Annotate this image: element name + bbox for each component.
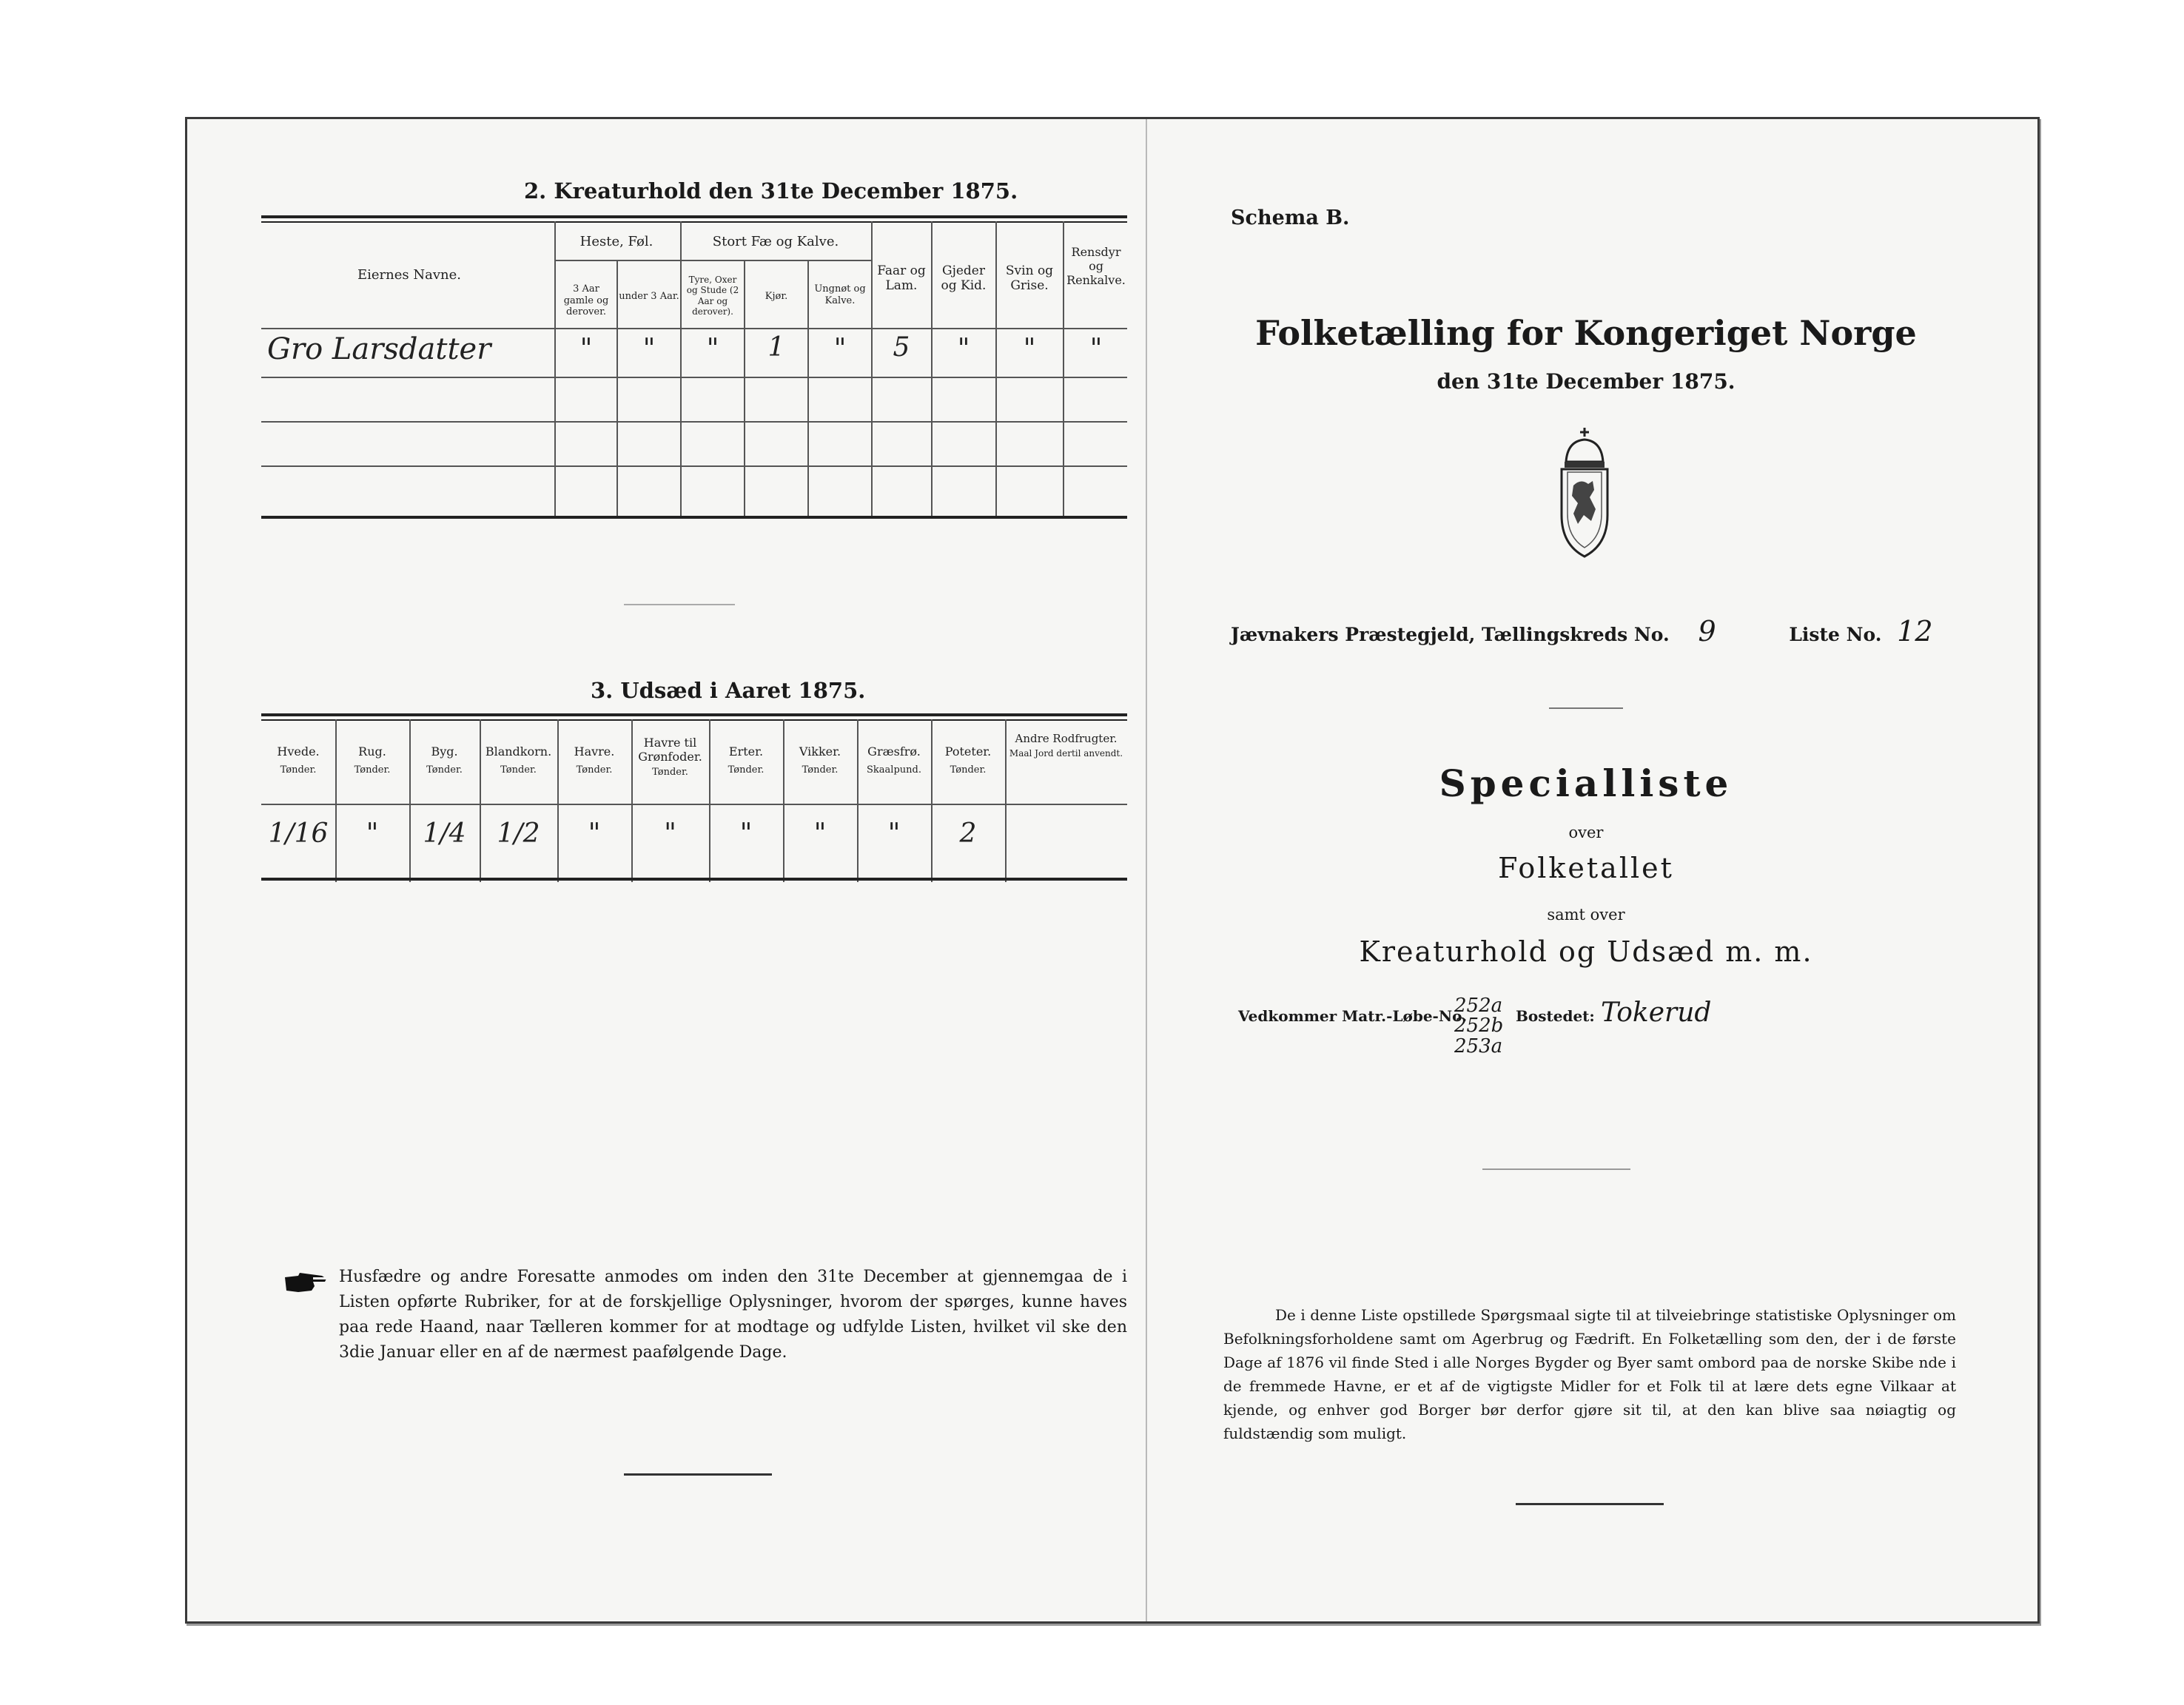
seed-blandkorn-header: Blandkorn. Tønder. <box>485 744 552 776</box>
list-value: 12 <box>1897 615 1933 648</box>
coat-of-arms-icon <box>1551 426 1618 559</box>
table2-header-bottom-rule <box>261 328 1127 329</box>
value-horses-old: " <box>579 334 593 364</box>
value-reindeer: " <box>1089 334 1103 364</box>
table3-divider <box>557 719 559 882</box>
parish-line <box>1231 615 1941 648</box>
bosted-value: Tokerud <box>1601 998 1712 1028</box>
section3-title: 3. Udsæd i Aaret 1875. <box>591 678 866 703</box>
census-date: den 31te December 1875. <box>1437 369 1736 394</box>
seed-graesfro-header: Græsfrø. Skaalpund. <box>867 744 921 776</box>
folketallet-text: Folketallet <box>1498 852 1674 884</box>
table3-divider <box>931 719 933 882</box>
seed-poteter-header: Poteter. Tønder. <box>944 744 992 776</box>
parish-name: Jævnakers Præstegjeld, <box>1231 624 1476 645</box>
header-pigs: Svin og Grise. <box>1005 263 1054 294</box>
value-goats: " <box>957 334 970 364</box>
table3-divider <box>783 719 784 882</box>
header-cattle-cows: Kjør. <box>765 291 788 302</box>
header-cattle-calves: Ungnøt og Kalve. <box>814 283 866 306</box>
table3-divider <box>857 719 859 882</box>
seed-erter-value: " <box>739 818 753 849</box>
table2-divider <box>995 221 997 517</box>
table2-top-rule-thin <box>261 221 1127 223</box>
header-owner: Eiernes Navne. <box>357 267 461 283</box>
table2-bottom-rule <box>261 516 1127 519</box>
value-calves: " <box>833 334 847 364</box>
seed-havre-value: " <box>588 818 601 849</box>
table2-divider <box>931 221 933 517</box>
kreaturhold-text: Kreaturhold og Udsæd m. m. <box>1359 935 1813 968</box>
table2-divider <box>871 221 873 517</box>
seed-byg-value: 1/4 <box>423 818 466 849</box>
seed-rug-header: Rug. Tønder. <box>354 744 391 776</box>
owner-name: Gro Larsdatter <box>267 332 491 366</box>
value-bulls: " <box>706 334 719 364</box>
header-cattle-bulls: Tyre, Oxer og Stude (2 Aar og derover). <box>686 275 739 317</box>
divider-mid-right <box>1482 1168 1630 1170</box>
table2-subdivider <box>807 261 809 517</box>
seed-hvede-value: 1/16 <box>268 818 329 849</box>
table3-divider <box>335 719 337 882</box>
table3-divider <box>709 719 710 882</box>
page-fold <box>1146 119 1147 1621</box>
matr-number: 252b <box>1454 1015 1504 1038</box>
table3-header-bottom-rule <box>261 804 1127 805</box>
divider-bottom-right <box>1516 1503 1664 1505</box>
header-horses-young: under 3 Aar. <box>619 291 679 302</box>
district-label: Tællingskreds No. <box>1482 624 1670 645</box>
table3-divider <box>409 719 411 882</box>
value-cows: 1 <box>767 332 785 363</box>
census-sheet <box>185 117 2040 1624</box>
divider-bottom-left <box>624 1473 772 1476</box>
samt-over-text: samt over <box>1547 906 1625 924</box>
table2-subdivider <box>744 261 745 517</box>
header-reindeer: Rensdyr og Renkalve. <box>1066 245 1126 288</box>
seed-graesfro-value: " <box>887 818 901 849</box>
table2-divider <box>680 221 682 517</box>
seed-havre-gronfoder-header: Havre til Grønfoder. Tønder. <box>638 736 702 778</box>
pointing-hand-icon <box>283 1270 328 1297</box>
matr-numbers <box>1454 996 1503 1057</box>
header-cattle: Stort Fæ og Kalve. <box>712 234 839 249</box>
seed-vikker-value: " <box>813 818 827 849</box>
table2-row-rule <box>261 377 1127 378</box>
header-horses-old: 3 Aar gamle og derover. <box>563 283 609 318</box>
seed-andre-header: Andre Rodfrugter. Maal Jord dertil anvendt. <box>1009 732 1123 759</box>
header-goats: Gjeder og Kid. <box>941 263 987 294</box>
section2-title: 2. Kreaturhold den 31te December 1875. <box>524 178 1018 204</box>
value-pigs: " <box>1023 334 1036 364</box>
table3-divider <box>480 719 481 882</box>
table2-row-rule <box>261 465 1127 467</box>
district-value: 9 <box>1698 615 1716 648</box>
header-sheep: Faar og Lam. <box>877 263 926 294</box>
table3-top-rule-thin <box>261 719 1127 721</box>
table3-top-rule <box>261 713 1127 716</box>
matr-number: 253a <box>1454 1035 1503 1057</box>
seed-havre-gronfoder-value: " <box>664 818 676 849</box>
seed-havre-header: Havre. Tønder. <box>574 744 615 776</box>
value-sheep: 5 <box>893 332 910 363</box>
table2-subdivider <box>616 261 618 517</box>
specialliste-heading: Specialliste <box>1439 761 1733 805</box>
census-title: Folketælling for Kongeriget Norge <box>1255 313 1917 353</box>
schema-label: Schema B. <box>1231 206 1350 229</box>
table2-subheader-rule <box>554 260 871 261</box>
list-label: Liste No. <box>1789 624 1882 645</box>
divider-short-right <box>1549 707 1623 709</box>
table2-row-rule <box>261 421 1127 423</box>
table2-top-rule <box>261 215 1127 218</box>
header-horses: Heste, Føl. <box>579 234 653 249</box>
table2-divider <box>1063 221 1064 517</box>
householder-notice: Husfædre og andre Foresatte anmodes om inden den 31te December at gjennemgaa de i Listen opførte Rubriker, for at de forskjellige Oplysninger, hvorom der spørges, kunne haves paa rede Haand, naar Tælleren kommer for at modtage og udfylde Listen, hvilket vil ske den 3die Januar eller en af de nærmest paafølgende Dage. <box>339 1268 1127 1362</box>
seed-byg-header: Byg. Tønder. <box>426 744 463 776</box>
over-text: over <box>1568 824 1604 841</box>
divider-short <box>624 604 735 605</box>
matr-number: 252a <box>1454 995 1503 1017</box>
table2-divider <box>554 221 556 517</box>
seed-poteter-value: 2 <box>959 818 977 849</box>
seed-vikker-header: Vikker. Tønder. <box>799 744 841 776</box>
seed-rug-value: " <box>366 818 379 849</box>
value-horses-young: " <box>642 334 656 364</box>
bosted-label: Bostedet: <box>1516 1007 1595 1025</box>
table3-bottom-rule <box>261 878 1127 881</box>
seed-blandkorn-value: 1/2 <box>497 818 540 849</box>
census-footnote: De i denne Liste opstillede Spørgsmaal sigte til at tilveiebringe statistiske Oplysninger om Befolkningsforholdene samt om Agerbrug og Fædrift. En Folketælling som den, der i de første Dage af 1876 vil finde Sted i alle Norges Bygder og Byer samt ombord paa de norske Skibe nde i de fremmede Havne, er et af de vigtigste Midler for et Folk til at lære dets egne Vilkaar at kjende, og enhver god Borger bør derfor gjøre sit til, at den kan blive saa nøiagtig og fuldstændig som muligt. <box>1223 1306 1956 1442</box>
matr-label: Vedkommer Matr.-Løbe-No. <box>1238 1007 1468 1025</box>
seed-erter-header: Erter. Tønder. <box>728 744 765 776</box>
seed-hvede-header: Hvede. Tønder. <box>277 744 320 776</box>
